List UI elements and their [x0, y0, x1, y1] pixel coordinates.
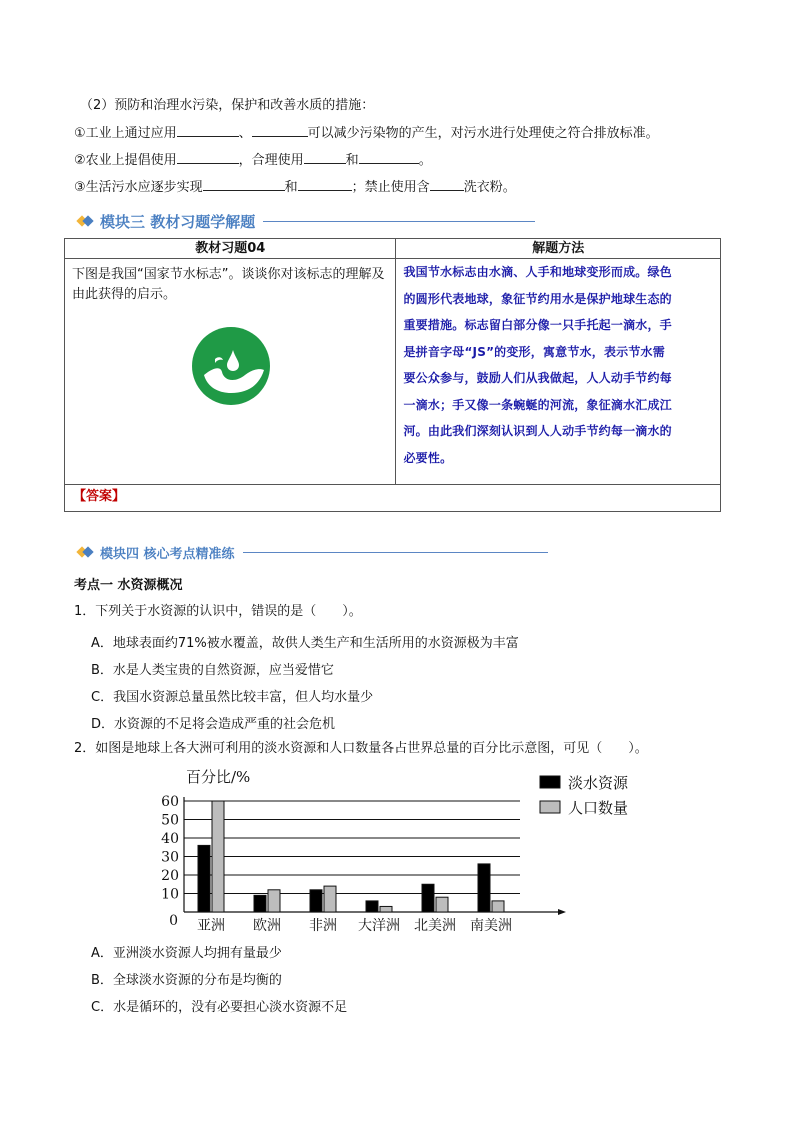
y-tick-label: 30	[161, 849, 179, 866]
x-tick-label: 大洋洲	[358, 918, 400, 934]
y-tick-label: 40	[161, 831, 179, 847]
method-line: 的圆形代表地球，象征节约用水是保护地球生态的	[403, 291, 672, 306]
x-tick-label: 南美洲	[470, 918, 512, 934]
x-tick-label: 欧洲	[253, 918, 281, 934]
method-line: 河。由此我们深刻认识到人人动手节约每一滴水的	[403, 424, 672, 438]
question-text: 下图是我国“国家节水标志”。谈谈你对该标志的理解及由此获得的启示。	[72, 267, 385, 302]
legend-swatch	[540, 801, 560, 813]
q1-option-c[interactable]: C．我国水资源总量虽然比较丰富，但人均水量少	[91, 690, 374, 705]
water-saving-logo	[191, 326, 271, 406]
legend-label: 人口数量	[568, 799, 629, 817]
question-1-stem: 1．下列关于水资源的认识中，错误的是（ ）。	[74, 604, 362, 619]
question-2-stem: 2．如图是地球上各大洲可利用的淡水资源和人口数量各占世界总量的百分比示意图，可见（ ）。	[74, 741, 648, 756]
item1-text-a: ①工业上通过应用	[74, 126, 177, 141]
bar-freshwater	[254, 895, 266, 912]
blank-field[interactable]	[430, 178, 464, 191]
method-line: 一滴水；手又像一条蜿蜒的河流，象征滴水汇成江	[403, 397, 672, 412]
item3-text-b: 和	[284, 180, 298, 195]
method-line: 重要措施。标志留白部分像一只手托起一滴水，手	[403, 318, 672, 332]
module4-title: 模块四 核心考点精准练	[100, 546, 235, 562]
item2-text-a: ②农业上提倡使用	[74, 153, 177, 168]
q2-option-c[interactable]: C．水是循环的，没有必要担心淡水资源不足	[91, 1000, 348, 1015]
bar-freshwater	[198, 845, 210, 912]
item3-text-c: ；禁止使用含	[351, 180, 430, 195]
legend-label: 淡水资源	[568, 774, 629, 792]
method-line: 要公众参与，鼓励人们从我做起，人人动手节约每	[403, 371, 672, 385]
item3-text-d: 洗衣粉。	[463, 180, 516, 195]
blank-field[interactable]	[304, 151, 346, 164]
q1-option-b[interactable]: B．水是人类宝贵的自然资源，应当爱惜它	[91, 663, 334, 678]
answer-label: 【答案】	[73, 489, 126, 504]
module3-title: 模块三 教材习题学解题	[100, 212, 256, 231]
x-tick-label: 亚洲	[197, 918, 225, 934]
y-tick-label: 0	[169, 913, 178, 929]
exam-point-title: 考点一 水资源概况	[74, 578, 183, 593]
q1-option-d[interactable]: D．水资源的不足将会造成严重的社会危机	[91, 717, 336, 732]
right-header: 解题方法	[396, 239, 721, 259]
x-tick-label: 非洲	[309, 918, 337, 934]
item1-text-b: 、	[238, 126, 252, 141]
bar-population	[324, 886, 336, 912]
x-tick-label: 北美洲	[414, 918, 456, 934]
blank-field[interactable]	[298, 178, 352, 191]
y-tick-label: 20	[161, 868, 179, 884]
method-line: 我国节水标志由水滴、人手和地球变形而成。绿色	[403, 265, 672, 279]
y-axis-label: 百分比/%	[186, 768, 251, 786]
item3-text-a: ③生活污水应逐步实现	[74, 180, 203, 195]
item1-text-c: 可以减少污染物的产生，对污水进行处理使之符合排放标准。	[307, 126, 659, 141]
bar-freshwater	[478, 864, 490, 912]
item2-text-b: ，合理使用	[238, 153, 304, 168]
fill-item-1	[74, 124, 659, 142]
freshwater-population-chart	[150, 762, 650, 942]
bar-population	[268, 890, 280, 912]
fill-item-3	[74, 178, 516, 196]
y-tick-label: 60	[161, 794, 179, 810]
divider	[243, 552, 548, 553]
method-text	[396, 259, 720, 471]
diamond-icon	[78, 214, 94, 228]
module4-header	[78, 541, 548, 563]
blank-field[interactable]	[359, 151, 419, 164]
bar-freshwater	[310, 890, 322, 912]
bar-freshwater	[422, 884, 434, 912]
q2-option-a[interactable]: A．亚洲淡水资源人均拥有量最少	[91, 946, 282, 961]
y-tick-label: 50	[161, 812, 179, 829]
item2-text-c: 和	[345, 153, 359, 168]
left-header: 教材习题04	[65, 239, 396, 259]
bar-population	[436, 897, 448, 912]
module3-header	[78, 210, 535, 232]
x-axis-arrow	[558, 909, 566, 915]
legend-swatch	[540, 776, 560, 788]
blank-field[interactable]	[177, 151, 239, 164]
method-line: 必要性。	[403, 450, 453, 465]
q1-option-a[interactable]: A．地球表面约71%被水覆盖，故供人类生产和生活所用的水资源极为丰富	[91, 636, 519, 651]
fill-item-2	[74, 151, 432, 169]
divider	[263, 221, 535, 222]
bar-population	[380, 906, 392, 912]
blank-field[interactable]	[177, 124, 239, 137]
item2-text-d: 。	[418, 153, 432, 168]
method-line: 是拼音字母“JS”的变形，寓意节水，表示节水需	[403, 344, 665, 359]
q2-option-b[interactable]: B．全球淡水资源的分布是均衡的	[91, 973, 282, 988]
section2-heading: （2）预防和治理水污染，保护和改善水质的措施：	[80, 98, 375, 113]
diamond-icon	[78, 545, 94, 559]
bar-population	[492, 901, 504, 912]
exercise-table	[64, 238, 721, 512]
bar-freshwater	[366, 901, 378, 912]
blank-field[interactable]	[203, 178, 285, 191]
blank-field[interactable]	[252, 124, 308, 137]
bar-population	[212, 801, 224, 912]
y-tick-label: 10	[161, 886, 179, 903]
